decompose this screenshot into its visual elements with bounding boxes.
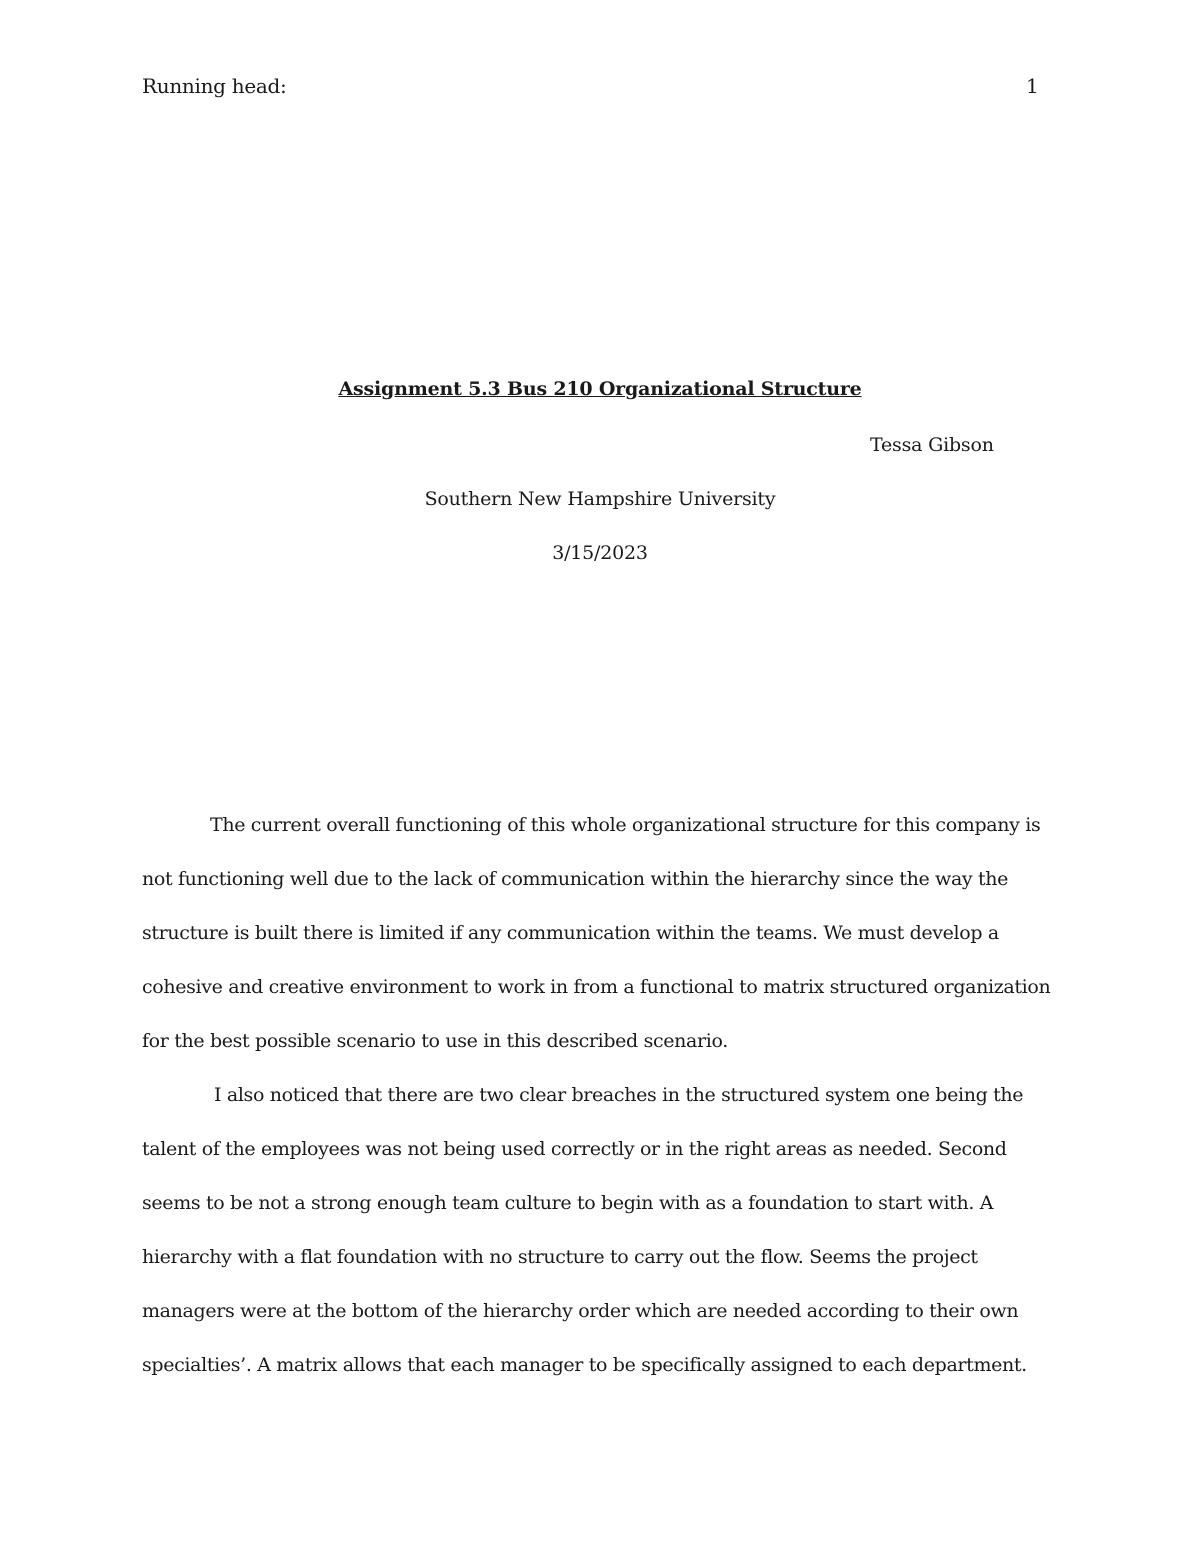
body-paragraph-1: The current overall functioning of this whole organizational structure for this company is not functioning well due to the lack of communication within the hierarchy since the way the structure is built there is limited if any communication within the teams. We must develop a cohesive and creative environment to work in from a functional to matrix structured organization for the best possible scenario to use in this described scenario. [142, 814, 1051, 1052]
document-title: Assignment 5.3 Bus 210 Organizational Structure [338, 378, 862, 400]
document-date: 3/15/2023 [552, 542, 648, 564]
institution-name: Southern New Hampshire University [424, 488, 776, 510]
page-number: 1 [1026, 74, 1039, 98]
running-head: Running head: [142, 74, 287, 98]
author-name: Tessa Gibson [870, 434, 994, 456]
body-paragraph-2: I also noticed that there are two clear breaches in the structured system one being the talent of the employees was not being used correctly or in the right areas as needed. Second seems to be not a strong enough team culture to begin with as a foundation to start with. A hierarchy with a flat foundation with no structure to carry out the flow. Seems the project managers were at the bottom of the hierarchy order which are needed according to their own specialties’. A matrix allows that each manager to be specifically assigned to each department. [142, 1084, 1027, 1376]
